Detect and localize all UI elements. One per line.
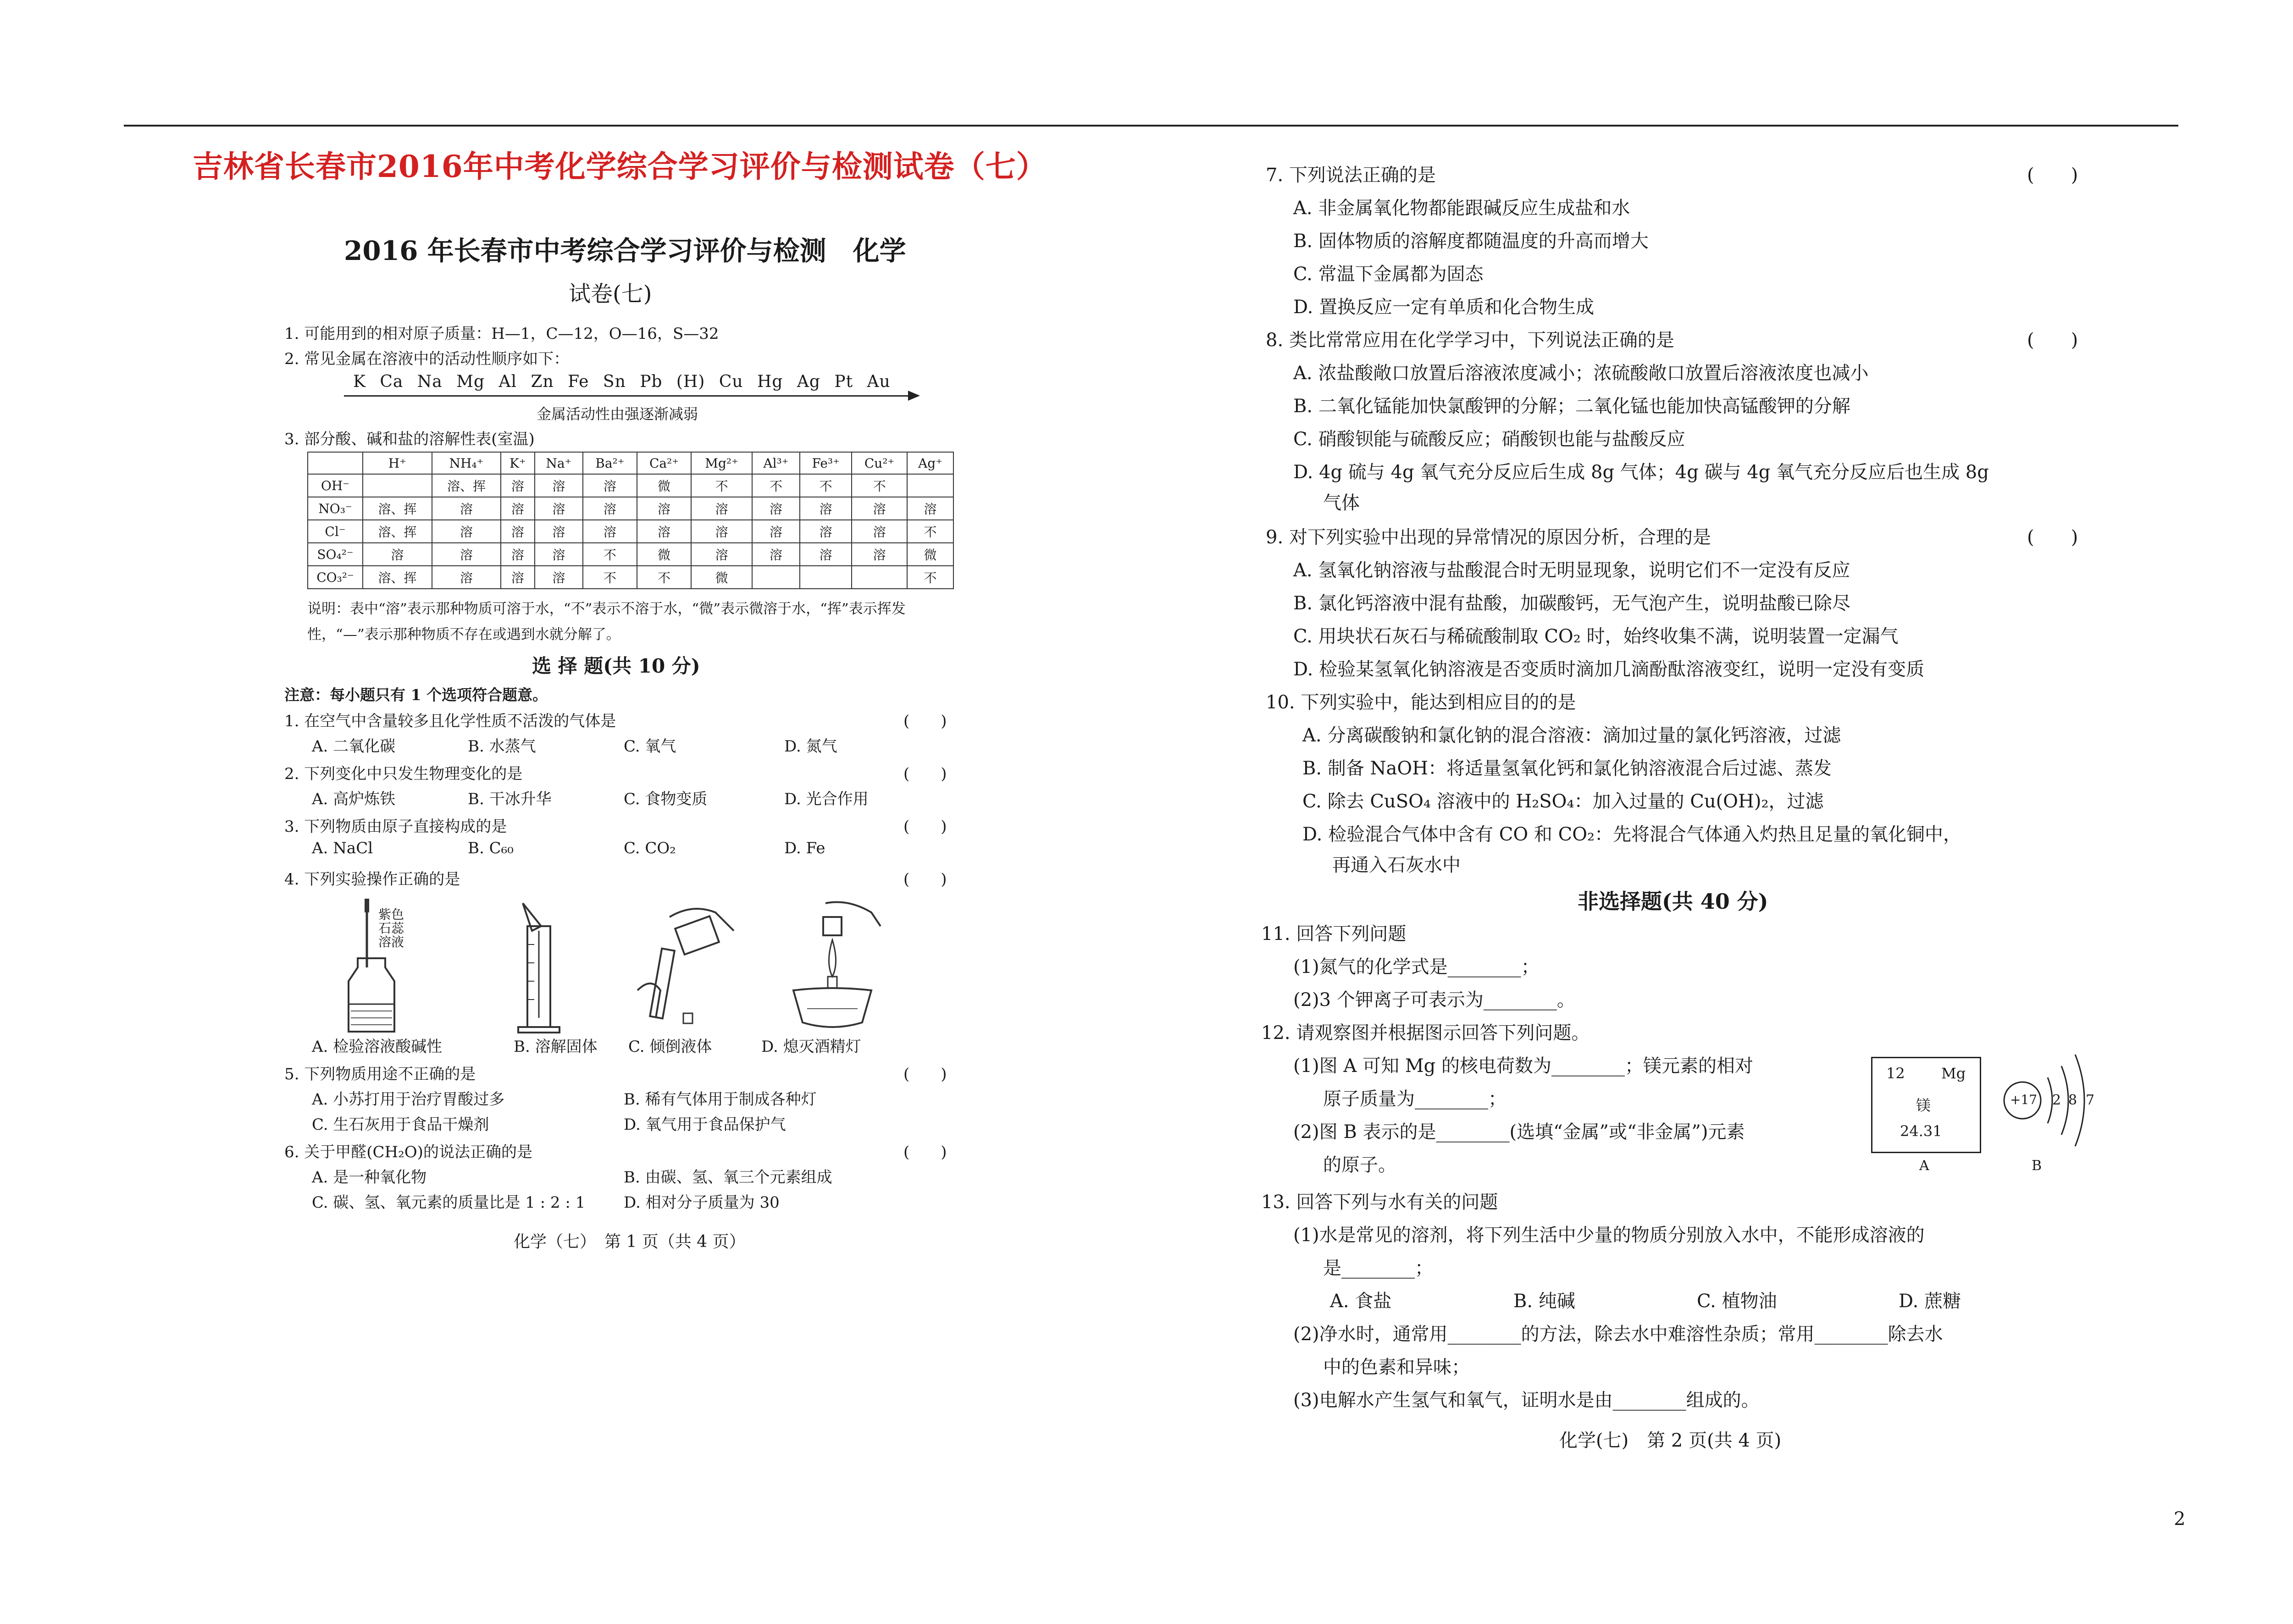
table-cell: 溶 — [691, 543, 752, 566]
arrow-right-icon — [908, 391, 920, 401]
table-cell: 溶 — [535, 474, 583, 497]
table-cell: 溶 — [535, 497, 583, 520]
question-2-stem: 2. 下列变化中只发生物理变化的是 — [284, 765, 523, 783]
table-cell: 溶 — [501, 520, 534, 543]
page-footer-left: 化学（七） 第 1 页（共 4 页） — [514, 1232, 746, 1251]
question-7-option-d: D. 置换反应一定有单质和化合物生成 — [1293, 297, 1595, 318]
question-5-option-d: D. 氧气用于食品保护气 — [624, 1116, 786, 1134]
nucleus-charge: +17 — [2010, 1092, 2038, 1107]
answer-bracket: ( ) — [903, 1143, 947, 1161]
question-4-option-b: B. 溶解固体 — [514, 1038, 598, 1056]
table-cell: 溶 — [852, 543, 907, 566]
question-1-option-d: D. 氮气 — [784, 737, 837, 756]
table-cell: 溶 — [852, 520, 907, 543]
reagent-label-line: 石蕊 — [378, 921, 404, 936]
graduated-cylinder-illustration — [504, 899, 578, 1036]
table-cell: 溶 — [501, 566, 534, 589]
table-cell: 溶 — [752, 543, 800, 566]
document-title: 吉林省长春市2016年中考化学综合学习评价与检测试卷（七） — [193, 149, 1047, 184]
question-13-stem: 13. 回答下列与水有关的问题 — [1261, 1192, 1498, 1213]
question-6-option-a: A. 是一种氧化物 — [312, 1168, 427, 1187]
question-6-stem: 6. 关于甲醛(CH₂O)的说法正确的是 — [284, 1143, 532, 1161]
table-row — [308, 497, 953, 520]
question-11-part-1: (1)氮气的化学式是________； — [1293, 956, 1540, 978]
question-2-option-c: C. 食物变质 — [624, 790, 708, 808]
table-cell: CO₃²⁻ — [308, 566, 363, 589]
table-cell: 溶 — [691, 520, 752, 543]
table-cell: 溶 — [583, 520, 637, 543]
metal-series-caption: 金属活动性由强逐渐减弱 — [537, 405, 698, 423]
table-cell: 不 — [637, 566, 692, 589]
atomic-number: 12 — [1886, 1065, 1905, 1082]
table-cell: 溶 — [501, 474, 534, 497]
question-6-option-d: D. 相对分子质量为 30 — [624, 1193, 780, 1212]
question-7-option-b: B. 固体物质的溶解度都随温度的升高而增大 — [1293, 231, 1649, 252]
table-cell: 溶 — [432, 566, 501, 589]
question-9-option-d: D. 检验某氢氧化钠溶液是否变质时滴加几滴酚酞溶液变红，说明一定没有变质 — [1293, 659, 1925, 680]
question-13-option-a: A. 食盐 — [1330, 1291, 1392, 1312]
page-number: 2 — [2174, 1508, 2186, 1530]
question-4-stem: 4. 下列实验操作正确的是 — [284, 870, 460, 889]
table-cell: 微 — [691, 566, 752, 589]
question-1-option-c: C. 氧气 — [624, 737, 676, 756]
element-name: 镁 — [1916, 1097, 1931, 1114]
question-9-stem: 9. 对下列实验中出现的异常情况的原因分析，合理的是 — [1266, 527, 1711, 548]
question-3-stem: 3. 下列物质由原子直接构成的是 — [284, 818, 507, 836]
right-column — [1247, 0, 2110, 1624]
note-atomic-mass: 1. 可能用到的相对原子质量：H—1，C—12，O—16，S—32 — [284, 325, 719, 343]
question-10-stem: 10. 下列实验中，能达到相应目的的是 — [1266, 692, 1576, 713]
table-cell: 溶 — [583, 474, 637, 497]
table-row — [308, 474, 953, 497]
table-cell: 溶 — [800, 543, 852, 566]
question-12-part-2-continued: 的原子。 — [1323, 1154, 1396, 1176]
table-cell: SO₄²⁻ — [308, 543, 363, 566]
question-12-stem: 12. 请观察图并根据图示回答下列问题。 — [1261, 1022, 1590, 1044]
atomic-mass: 24.31 — [1900, 1122, 1942, 1140]
table-header: Mg²⁺ — [691, 452, 752, 474]
table-header: Ba²⁺ — [583, 452, 637, 474]
table-header-row — [308, 452, 953, 474]
question-4-option-d: D. 熄灭酒精灯 — [761, 1038, 861, 1056]
table-cell: 溶 — [432, 520, 501, 543]
metal-activity-series: K Ca Na Mg Al Zn Fe Sn Pb (H) Cu Hg Ag Pt Au — [353, 372, 891, 391]
question-2-option-a: A. 高炉炼铁 — [312, 790, 396, 808]
table-cell: 不 — [752, 474, 800, 497]
table-header: H⁺ — [363, 452, 432, 474]
note-solubility-table: 3. 部分酸、碱和盐的溶解性表(室温) — [284, 430, 535, 448]
reagent-label-line: 溶液 — [378, 934, 404, 950]
table-header — [308, 452, 363, 474]
table-cell: 微 — [907, 543, 953, 566]
alcohol-lamp-illustration — [780, 899, 890, 1036]
figure-b-label: B — [2032, 1158, 2042, 1174]
page-footer-right: 化学(七) 第 2 页(共 4 页) — [1559, 1430, 1782, 1451]
table-cell: 不 — [691, 474, 752, 497]
answer-bracket: ( ) — [2027, 330, 2078, 351]
table-cell: 溶 — [535, 566, 583, 589]
question-3-option-c: C. CO₂ — [624, 839, 676, 857]
table-header: Na⁺ — [535, 452, 583, 474]
table-cell: 不 — [800, 474, 852, 497]
attention-note: 注意：每小题只有 1 个选项符合题意。 — [284, 686, 548, 704]
answer-bracket: ( ) — [903, 870, 947, 889]
table-cell: 溶 — [363, 543, 432, 566]
table-cell: 溶 — [583, 497, 637, 520]
table-cell: 溶 — [432, 497, 501, 520]
question-13-part-1-continued: 是________； — [1323, 1258, 1433, 1279]
table-cell: 溶 — [501, 497, 534, 520]
question-10-option-b: B. 制备 NaOH：将适量氢氧化钙和氯化钠溶液混合后过滤、蒸发 — [1302, 758, 1832, 779]
table-cell: 溶 — [852, 497, 907, 520]
question-13-option-d: D. 蔗糖 — [1899, 1291, 1961, 1312]
question-13-part-3: (3)电解水产生氢气和氧气，证明水是由________组成的。 — [1293, 1390, 1760, 1411]
question-5-stem: 5. 下列物质用途不正确的是 — [284, 1065, 476, 1083]
table-cell: 溶 — [800, 520, 852, 543]
figure-a-label: A — [1919, 1158, 1929, 1174]
table-cell: 溶 — [637, 520, 692, 543]
metal-series-arrow-line — [344, 395, 913, 397]
question-8-option-a: A. 浓盐酸敞口放置后溶液浓度减小；浓硫酸敞口放置后溶液浓度也减小 — [1293, 363, 1869, 384]
table-cell: 溶 — [535, 520, 583, 543]
table-cell — [752, 566, 800, 589]
table-cell: 微 — [637, 543, 692, 566]
question-1-option-b: B. 水蒸气 — [468, 737, 536, 756]
question-12-part-2: (2)图 B 表示的是________(选填“金属”或“非金属”)元素 — [1293, 1121, 1745, 1143]
question-7-stem: 7. 下列说法正确的是 — [1266, 165, 1436, 186]
question-3-option-b: B. C₆₀ — [468, 839, 514, 857]
question-3-option-a: A. NaCl — [312, 839, 373, 857]
question-13-part-2: (2)净水时，通常用________的方法，除去水中难溶性杂质；常用________除去水 — [1293, 1324, 1943, 1345]
table-row — [308, 566, 953, 589]
question-1-option-a: A. 二氧化碳 — [312, 737, 396, 756]
electron-shell-1: 2 — [2052, 1092, 2061, 1108]
table-cell: 溶、挥 — [363, 497, 432, 520]
choice-section-heading: 选 择 题(共 10 分) — [532, 655, 700, 677]
question-3-option-d: D. Fe — [784, 839, 825, 857]
table-cell: 溶、挥 — [432, 474, 501, 497]
question-9-option-b: B. 氯化钙溶液中混有盐酸，加碳酸钙，无气泡产生，说明盐酸已除尽 — [1293, 593, 1850, 614]
question-8-option-c: C. 硝酸钡能与硫酸反应；硝酸钡也能与盐酸反应 — [1293, 429, 1685, 450]
table-cell — [363, 474, 432, 497]
question-7-option-a: A. 非金属氧化物都能跟碱反应生成盐和水 — [1293, 198, 1630, 219]
table-cell: 溶 — [800, 497, 852, 520]
table-cell: 溶 — [535, 543, 583, 566]
question-10-option-a: A. 分离碳酸钠和氯化钠的混合溶液：滴加过量的氯化钙溶液，过滤 — [1302, 725, 1841, 746]
table-header: Ca²⁺ — [637, 452, 692, 474]
table-cell: 溶 — [907, 497, 953, 520]
left-column — [275, 0, 991, 1624]
answer-bracket: ( ) — [903, 818, 947, 836]
question-5-option-a: A. 小苏打用于治疗胃酸过多 — [312, 1090, 505, 1109]
question-9-option-c: C. 用块状石灰石与稀硫酸制取 CO₂ 时，始终收集不满，说明装置一定漏气 — [1293, 626, 1899, 647]
answer-bracket: ( ) — [903, 765, 947, 783]
table-cell: 溶 — [752, 520, 800, 543]
question-5-option-b: B. 稀有气体用于制成各种灯 — [624, 1090, 817, 1109]
table-cell — [852, 566, 907, 589]
question-8-option-d: D. 4g 硫与 4g 氧气充分反应后生成 8g 气体；4g 碳与 4g 氧气充分反应后也生成 8g — [1293, 462, 1989, 483]
question-8-option-d-continued: 气体 — [1323, 492, 1360, 514]
table-cell: 溶 — [432, 543, 501, 566]
question-1-stem: 1. 在空气中含量较多且化学性质不活泼的气体是 — [284, 712, 616, 730]
question-10-option-d: D. 检验混合气体中含有 CO 和 CO₂：先将混合气体通入灼热且足量的氧化铜中， — [1302, 824, 1962, 845]
pouring-liquid-illustration — [628, 899, 748, 1036]
table-header: Ag⁺ — [907, 452, 953, 474]
table-row — [308, 520, 953, 543]
table-cell: 微 — [637, 474, 692, 497]
question-12-part-1: (1)图 A 可知 Mg 的核电荷数为________；镁元素的相对 — [1293, 1055, 1753, 1077]
question-5-option-c: C. 生石灰用于食品干燥剂 — [312, 1116, 489, 1134]
question-11-part-2: (2)3 个钾离子可表示为________。 — [1293, 989, 1575, 1011]
table-header: K⁺ — [501, 452, 534, 474]
question-6-option-c: C. 碳、氢、氧元素的质量比是 1 : 2 : 1 — [312, 1193, 586, 1212]
table-header: NH₄⁺ — [432, 452, 501, 474]
question-4-option-a: A. 检验溶液酸碱性 — [312, 1038, 443, 1056]
table-cell: NO₃⁻ — [308, 497, 363, 520]
question-11-stem: 11. 回答下列问题 — [1261, 923, 1407, 945]
question-9-option-a: A. 氢氧化钠溶液与盐酸混合时无明显现象，说明它们不一定没有反应 — [1293, 560, 1850, 581]
table-cell: 不 — [583, 566, 637, 589]
question-10-option-c: C. 除去 CuSO₄ 溶液中的 H₂SO₄：加入过量的 Cu(OH)₂，过滤 — [1302, 791, 1824, 812]
question-2-option-d: D. 光合作用 — [784, 790, 869, 808]
nonchoice-section-heading: 非选择题(共 40 分) — [1578, 889, 1768, 914]
answer-bracket: ( ) — [903, 712, 947, 730]
table-cell: 不 — [852, 474, 907, 497]
table-row — [308, 543, 953, 566]
electron-shell-2: 8 — [2068, 1092, 2077, 1108]
question-13-option-c: C. 植物油 — [1697, 1291, 1777, 1312]
note-metal-series: 2. 常见金属在溶液中的活动性顺序如下： — [284, 350, 570, 368]
electron-shell-3: 7 — [2086, 1092, 2095, 1108]
solubility-table — [307, 452, 954, 589]
reagent-label-line: 紫色 — [378, 907, 404, 922]
table-header: Cu²⁺ — [852, 452, 907, 474]
question-2-option-b: B. 干冰升华 — [468, 790, 552, 808]
table-cell: OH⁻ — [308, 474, 363, 497]
table-header: Al³⁺ — [752, 452, 800, 474]
exam-title: 2016 年长春市中考综合学习评价与检测 化学 — [344, 235, 906, 266]
question-13-part-1: (1)水是常见的溶剂，将下列生活中少量的物质分别放入水中，不能形成溶液的 — [1293, 1225, 1925, 1246]
question-10-option-d-continued: 再通入石灰水中 — [1332, 855, 1461, 876]
element-symbol: Mg — [1941, 1065, 1966, 1082]
table-cell — [800, 566, 852, 589]
exam-subtitle: 试卷(七) — [569, 281, 652, 307]
magnesium-element-card — [1871, 1057, 1981, 1153]
question-7-option-c: C. 常温下金属都为固态 — [1293, 264, 1484, 285]
question-13-part-2-continued: 中的色素和异味； — [1323, 1357, 1470, 1378]
reagent-label — [378, 908, 404, 949]
table-explanation: 说明：表中“溶”表示那种物质可溶于水，“不”表示不溶于水，“微”表示微溶于水，“挥”表示挥发性，“—”表示那种物质不存在或遇到水就分解了。 — [307, 601, 906, 643]
question-12-part-1-continued: 原子质量为________； — [1323, 1088, 1507, 1110]
question-6-option-b: B. 由碳、氢、氧三个元素组成 — [624, 1168, 832, 1187]
table-cell: 不 — [907, 566, 953, 589]
answer-bracket: ( ) — [2027, 165, 2078, 186]
table-cell: 溶 — [691, 497, 752, 520]
table-cell: 溶、挥 — [363, 520, 432, 543]
question-13-option-b: B. 纯碱 — [1513, 1291, 1575, 1312]
answer-bracket: ( ) — [2027, 527, 2078, 548]
table-cell: Cl⁻ — [308, 520, 363, 543]
table-header: Fe³⁺ — [800, 452, 852, 474]
table-cell: 溶 — [637, 497, 692, 520]
table-cell: 溶 — [501, 543, 534, 566]
table-cell: 溶、挥 — [363, 566, 432, 589]
table-cell: 溶 — [752, 497, 800, 520]
question-8-stem: 8. 类比常常应用在化学学习中，下列说法正确的是 — [1266, 330, 1674, 351]
table-cell — [907, 474, 953, 497]
answer-bracket: ( ) — [903, 1065, 947, 1083]
question-4-option-c: C. 倾倒液体 — [628, 1038, 712, 1056]
question-8-option-b: B. 二氧化锰能加快氯酸钾的分解；二氧化锰也能加快高锰酸钾的分解 — [1293, 396, 1850, 417]
table-cell: 不 — [907, 520, 953, 543]
table-cell: 不 — [583, 543, 637, 566]
